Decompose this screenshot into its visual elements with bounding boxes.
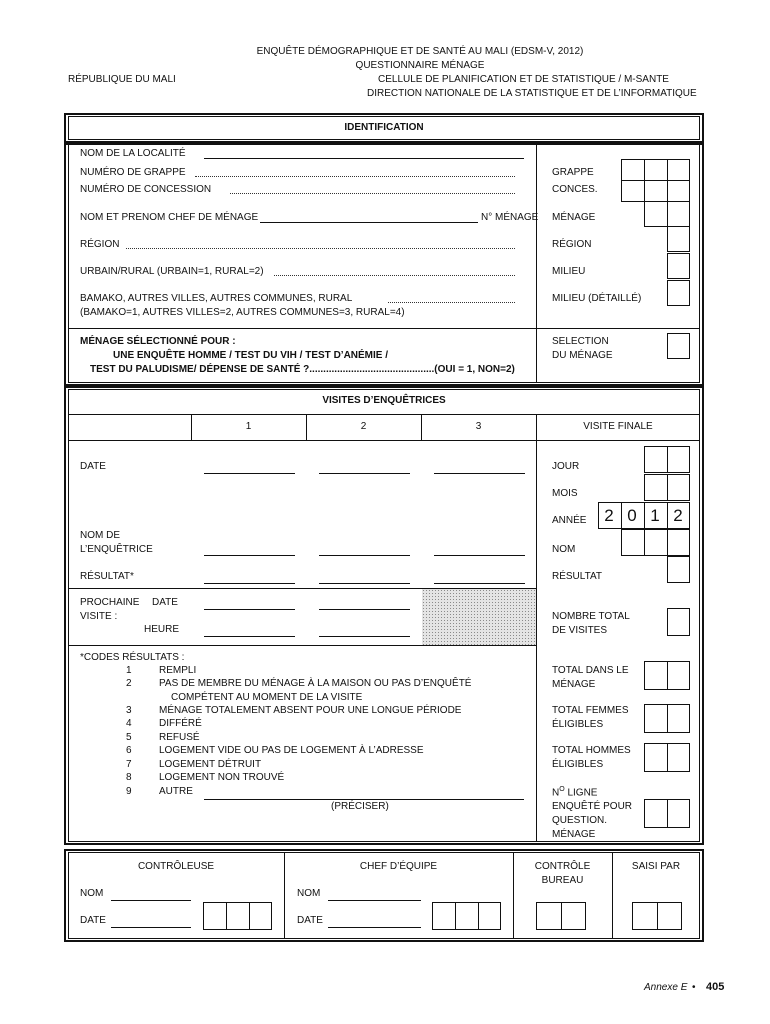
chef-box-divider [455, 902, 456, 930]
code-text: DIFFÉRÉ [159, 718, 202, 729]
survey-title: ENQUÊTE DÉMOGRAPHIQUE ET DE SANTÉ AU MALI (EDSM-V, 2012) [256, 46, 584, 57]
visit-2-date-line[interactable] [319, 473, 410, 474]
controleuse-date-line[interactable] [111, 927, 191, 928]
region-dots [126, 248, 515, 249]
chef-date-label: DATE [297, 915, 323, 926]
resultat-label: RÉSULTAT* [80, 571, 134, 582]
codes-separator [68, 645, 536, 646]
visit-2-heure-line[interactable] [319, 636, 410, 637]
code-number: 4 [126, 718, 132, 729]
femmes-label-2: ÉLIGIBLES [552, 719, 604, 730]
grappe-dots [195, 176, 515, 177]
code-text: AUTRE [159, 786, 193, 797]
visit-3-resultat-line[interactable] [434, 583, 525, 584]
direction-label: DIRECTION NATIONALE DE LA STATISTIQUE ET DE L’INFORMATIQUE [367, 88, 697, 99]
selection-line-3: TEST DU PALUDISME/ DÉPENSE DE SANTÉ ?.............................................(OUI = 1, NON=2) [90, 364, 515, 375]
concession-dots [230, 193, 515, 194]
nom-box[interactable] [621, 529, 690, 556]
jour-box-divider [667, 446, 668, 473]
milieu-detail-box[interactable] [667, 280, 690, 306]
code-number: 5 [126, 732, 132, 743]
selection-line-1: MÉNAGE SÉLECTIONNÉ POUR : [80, 336, 236, 347]
grappe-label: NUMÉRO DE GRAPPE [80, 167, 186, 178]
mois-label: MOIS [552, 488, 578, 499]
enquetrice-label: L’ENQUÊTRICE [80, 544, 153, 555]
code-text: LOGEMENT VIDE OU PAS DE LOGEMENT À L’ADRESSE [159, 745, 424, 756]
controle-box-divider [561, 902, 562, 930]
questionnaire-title: QUESTIONNAIRE MÉNAGE [355, 60, 485, 71]
visits-right-divider [536, 414, 537, 842]
conces-box-divider [644, 180, 645, 202]
bamako-dots [388, 302, 515, 303]
code-text: COMPÉTENT AU MOMENT DE LA VISITE [171, 692, 363, 703]
controleuse-nom-line[interactable] [111, 900, 191, 901]
total-menage-box-divider [667, 661, 668, 690]
total-visites-label-1: NOMBRE TOTAL [552, 611, 630, 622]
code-number: 2 [126, 678, 132, 689]
controleuse-header: CONTRÔLEUSE [137, 861, 215, 872]
code-number: 1 [126, 665, 132, 676]
code-number: 8 [126, 772, 132, 783]
controle-header-2: BUREAU [541, 875, 584, 886]
resultat-right-label: RÉSULTAT [552, 571, 603, 582]
chef-equipe-header: CHEF D’ÉQUIPE [359, 861, 438, 872]
visits-header-separator [68, 440, 700, 441]
total-menage-label-1: TOTAL DANS LE [552, 665, 629, 676]
visit-col-1: 1 [245, 421, 252, 432]
region-right-label: RÉGION [552, 239, 592, 250]
hommes-box-divider [667, 743, 668, 772]
milieu-right-label: MILIEU [552, 266, 586, 277]
localite-label: NOM DE LA LOCALITÉ [80, 148, 186, 159]
selection-right-label: SELECTION [552, 336, 609, 347]
year-digit: 2 [604, 506, 614, 525]
menage-box-divider [667, 201, 668, 227]
milieu-detail-right-label: MILIEU (DÉTAILLÉ) [552, 293, 642, 304]
visit-3-shaded-area [422, 589, 536, 645]
selection-separator [68, 328, 700, 329]
controleuse-nom-label: NOM [80, 888, 104, 899]
mois-box-divider [667, 474, 668, 501]
ligne-label-4: MÉNAGE [552, 829, 596, 840]
conces-box[interactable] [621, 180, 690, 202]
ligne-superscript: O [559, 786, 565, 793]
chef-line[interactable] [260, 222, 478, 223]
code-number: 7 [126, 759, 132, 770]
date-label: DATE [80, 461, 106, 472]
visit-1-date-line[interactable] [204, 473, 295, 474]
annee-label: ANNÉE [552, 515, 587, 526]
region-label: RÉGION [80, 239, 120, 250]
annexe-label: Annexe E [644, 982, 688, 993]
visit-final-header: VISITE FINALE [583, 421, 653, 432]
code-number: 9 [126, 786, 132, 797]
grappe-box-divider [644, 159, 645, 181]
chef-code-box[interactable] [432, 902, 501, 930]
nom-box-divider [644, 529, 645, 556]
total-visites-box[interactable] [667, 608, 690, 636]
conces-box-divider [667, 180, 668, 202]
visits-title-separator [68, 414, 700, 415]
localite-line[interactable] [204, 158, 524, 159]
visit-1-heure-line[interactable] [204, 636, 295, 637]
visit-1-prochaine-date-line[interactable] [204, 609, 295, 610]
code-text: REMPLI [159, 665, 197, 676]
saisi-header: SAISI PAR [631, 861, 681, 872]
code-text: LOGEMENT NON TROUVÉ [159, 772, 285, 783]
controleuse-code-box[interactable] [203, 902, 272, 930]
visit-col-3: 3 [475, 421, 482, 432]
femmes-box-divider [667, 704, 668, 733]
femmes-label-1: TOTAL FEMMES [552, 705, 629, 716]
visit-3-date-line[interactable] [434, 473, 525, 474]
total-visites-label-2: DE VISITES [552, 625, 608, 636]
milieu-dots [274, 275, 515, 276]
visit-1-resultat-line[interactable] [204, 583, 295, 584]
hommes-label-2: ÉLIGIBLES [552, 759, 604, 770]
grappe-box-divider [667, 159, 668, 181]
jour-label: JOUR [552, 461, 580, 472]
prochaine-label: PROCHAINE [80, 597, 140, 608]
code-number: 3 [126, 705, 132, 716]
preciser-label: (PRÉCISER) [331, 801, 389, 812]
code-number: 6 [126, 745, 132, 756]
no-menage-label: N° MÉNAGE [481, 212, 539, 223]
controle-header-1: CONTRÔLE [534, 861, 591, 872]
identification-divider [536, 143, 537, 383]
code-text: MÉNAGE TOTALEMENT ABSENT POUR UNE LONGUE PÉRIODE [159, 705, 462, 716]
year-digit: 1 [650, 506, 660, 525]
saisi-box-divider [657, 902, 658, 930]
conces-right-label: CONCES. [552, 184, 598, 195]
controleuse-box-divider [226, 902, 227, 930]
visits-title: VISITES D’ENQUÊTRICES [322, 395, 446, 406]
visit-2-prochaine-date-line[interactable] [319, 609, 410, 610]
ligne-label-1: $N^O$ LIGNE [552, 786, 598, 799]
ligne-label-3: QUESTION. [552, 815, 608, 826]
code-text: REFUSÉ [159, 732, 200, 743]
chef-nom-line[interactable] [328, 900, 421, 901]
hommes-label-1: TOTAL HOMMES [552, 745, 631, 756]
footer-bullet: • [692, 982, 696, 993]
nom-box-divider [667, 529, 668, 556]
selection-line-2: UNE ENQUÊTE HOMME / TEST DU VIH / TEST D’ANÉMIE / [113, 350, 389, 361]
page-number: 405 [706, 981, 725, 993]
code-text: LOGEMENT DÉTRUIT [159, 759, 262, 770]
codes-title: *CODES RÉSULTATS : [80, 652, 185, 663]
menage-right-label: MÉNAGE [552, 212, 596, 223]
ligne-box-divider [667, 799, 668, 828]
grappe-box[interactable] [621, 159, 690, 181]
identification-inner [68, 143, 700, 383]
du-menage-right-label: DU MÉNAGE [552, 350, 613, 361]
controleuse-date-label: DATE [80, 915, 106, 926]
visite-label: VISITE : [80, 611, 118, 622]
chef-box-divider [478, 902, 479, 930]
milieu-label: URBAIN/RURAL (URBAIN=1, RURAL=2) [80, 266, 264, 277]
visit-2-resultat-line[interactable] [319, 583, 410, 584]
chef-date-line[interactable] [328, 927, 421, 928]
visit-2-nom-line[interactable] [319, 555, 410, 556]
selection-box[interactable] [667, 333, 690, 359]
ligne-label-2: ENQUÊTÉ POUR [552, 801, 633, 812]
nom-right-label: NOM [552, 544, 576, 555]
controleuse-box-divider [249, 902, 250, 930]
cellule-label: CELLULE DE PLANIFICATION ET DE STATISTIQUE / M-SANTE [378, 74, 669, 85]
resultat-box[interactable] [667, 556, 690, 583]
grappe-right-label: GRAPPE [552, 167, 594, 178]
chef-nom-label: NOM [297, 888, 321, 899]
heure-label: HEURE [144, 624, 180, 635]
chef-label: NOM ET PRENOM CHEF DE MÉNAGE [80, 212, 259, 223]
visit-3-nom-line[interactable] [434, 555, 525, 556]
identification-title: IDENTIFICATION [344, 122, 424, 133]
prochaine-date-label: DATE [152, 597, 178, 608]
year-digit: 0 [627, 506, 637, 525]
bamako-codes: (BAMAKO=1, AUTRES VILLES=2, AUTRES COMMUNES=3, RURAL=4) [80, 307, 405, 318]
republic-label: RÉPUBLIQUE DU MALI [68, 74, 176, 85]
year-digit: 2 [673, 506, 683, 525]
total-menage-label-2: MÉNAGE [552, 679, 596, 690]
autre-preciser-line[interactable] [204, 799, 524, 800]
nom-de-label: NOM DE [80, 530, 120, 541]
bamako-label: BAMAKO, AUTRES VILLES, AUTRES COMMUNES, RURAL [80, 293, 353, 304]
code-text: PAS DE MEMBRE DU MÉNAGE À LA MAISON OU PAS D’ENQUÊTÉ [159, 678, 472, 689]
visit-col-2: 2 [360, 421, 367, 432]
visit-1-nom-line[interactable] [204, 555, 295, 556]
milieu-box[interactable] [667, 253, 690, 279]
region-box[interactable] [667, 226, 690, 252]
concession-label: NUMÉRO DE CONCESSION [80, 184, 212, 195]
